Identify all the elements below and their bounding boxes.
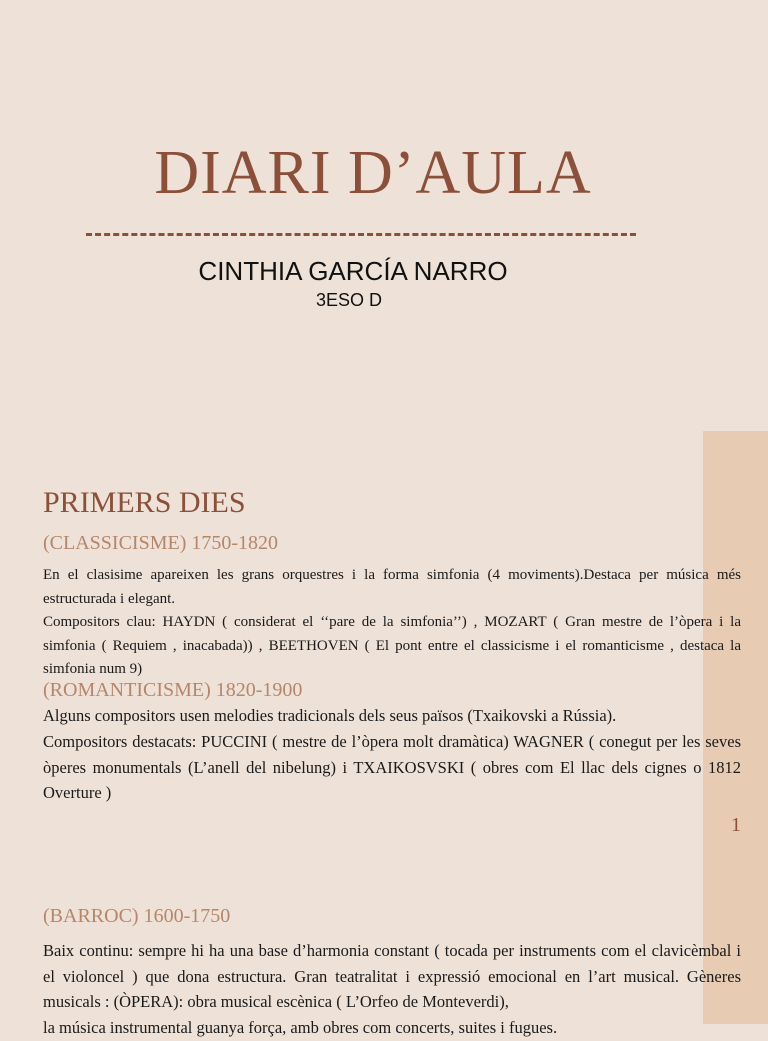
romanticisme-paragraph-1: Alguns compositors usen melodies tradicionals dels seus països (Txaikovski a Rússia).: [43, 706, 617, 725]
classicisme-paragraph-1: En el clasisime apareixen les grans orquestres i la forma simfonia (4 moviments).Destaca per música més estructurada i elegant.: [43, 567, 741, 607]
barroc-paragraph-1: Baix continu: sempre hi ha una base d’harmonia constant ( tocada per instruments com el clavicèmbal i el violoncel ) que dona estructura. Gran teatralitat i expressió emocional en l’art musical. Gèneres musicals : (ÒPERA): obra musical escènica ( L’Orfeo de Monteverdi),: [43, 941, 741, 1011]
course-label: 3ESO D: [315, 290, 383, 310]
section-heading: PRIMERS DIES: [43, 486, 246, 519]
classicisme-heading: (CLASSICISME) 1750-1820: [43, 532, 279, 554]
classicisme-paragraph-2: Compositors clau: HAYDN ( considerat el ‘‘pare de la simfonia’’) , MOZART ( Gran mestre de l’òpera i la simfonia ( Requiem , inacabada)) , BEETHOVEN ( El pont entre el classicisme i el romanticisme , destaca la simfonia num 9): [43, 614, 741, 677]
author-name: CINTHIA GARCÍA NARRO: [198, 256, 508, 286]
romanticisme-heading: (ROMANTICISME) 1820-1900: [43, 679, 303, 701]
romanticisme-paragraph-2: Compositors destacats: PUCCINI ( mestre de l’òpera molt dramàtica) WAGNER ( conegut per les seves òperes monumentals (L’anell del nibelung) i TXAIKOSVSKI ( obres com El llac dels cignes o 1812 Overture ): [43, 732, 741, 802]
barroc-paragraph-2: la música instrumental guanya força, amb obres com concerts, suites i fugues.: [43, 1018, 558, 1037]
title-divider: [86, 233, 636, 236]
page-number: 1: [731, 814, 741, 836]
barroc-heading: (BARROC) 1600-1750: [43, 905, 231, 927]
document-title: DIARI D’AULA: [154, 139, 592, 207]
